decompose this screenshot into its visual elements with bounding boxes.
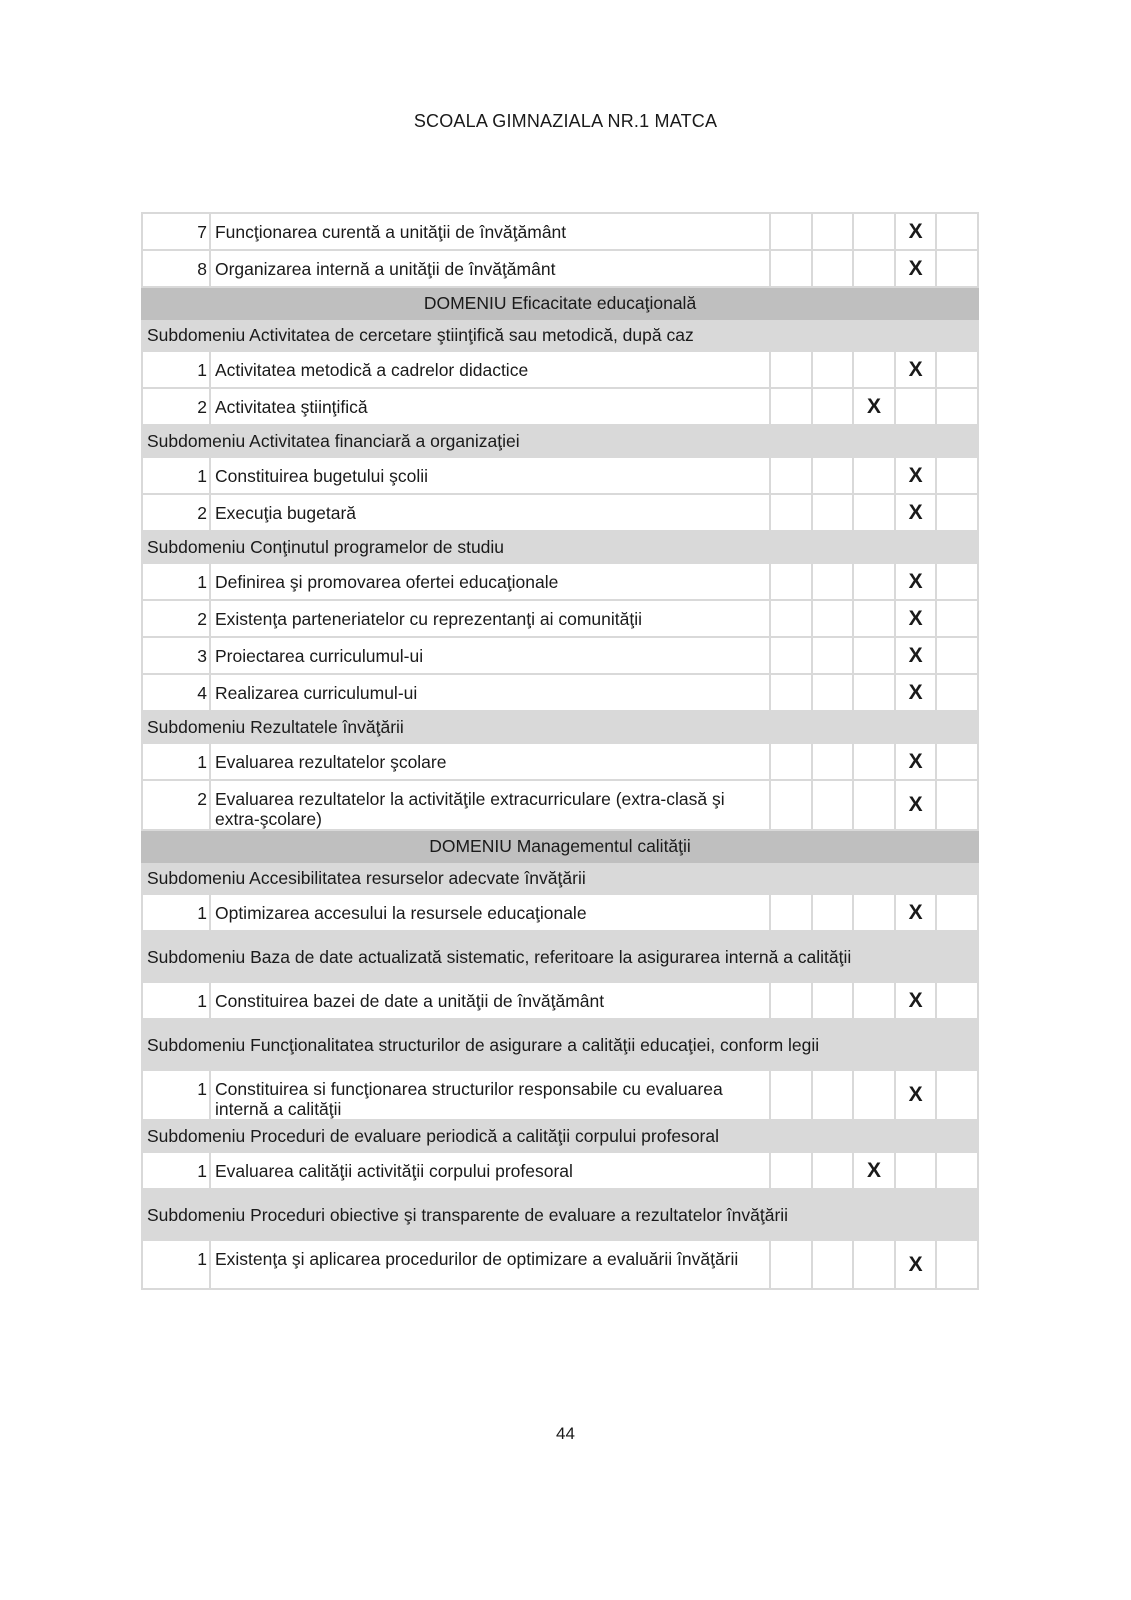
rating-cell	[770, 563, 812, 600]
rating-cell	[770, 674, 812, 711]
criterion-label: Realizarea curriculumul-ui	[210, 674, 770, 711]
rating-cell	[936, 600, 978, 637]
rating-cell	[770, 457, 812, 494]
rating-cell	[812, 351, 854, 388]
criterion-number: 4	[142, 674, 210, 711]
subdomain-row	[142, 862, 978, 894]
domain-title: DOMENIU Eficacitate educaţională	[142, 287, 978, 319]
criterion-number: 1	[142, 563, 210, 600]
criterion-number: 2	[142, 780, 210, 830]
criterion-number: 8	[142, 250, 210, 287]
rating-cell	[936, 1152, 978, 1189]
rating-cell	[853, 457, 895, 494]
rating-cell	[770, 780, 812, 830]
criterion-row	[142, 494, 978, 531]
criterion-label: Constituirea si funcţionarea structurilor responsabile cu evaluarea internă a calităţii	[210, 1070, 770, 1120]
criterion-label: Optimizarea accesului la resursele educaţionale	[210, 894, 770, 931]
check-mark: X	[895, 250, 937, 287]
rating-cell	[812, 780, 854, 830]
subdomain-title: Subdomeniu Accesibilitatea resurselor adecvate învăţării	[142, 862, 978, 894]
criterion-number: 1	[142, 894, 210, 931]
check-mark: X	[895, 743, 937, 780]
rating-cell	[853, 563, 895, 600]
criterion-label: Proiectarea curriculumul-ui	[210, 637, 770, 674]
criterion-row	[142, 1070, 978, 1120]
check-mark: X	[895, 894, 937, 931]
criterion-row	[142, 250, 978, 287]
check-mark: X	[895, 780, 937, 830]
domain-title: DOMENIU Managementul calităţii	[142, 830, 978, 862]
rating-cell	[770, 1152, 812, 1189]
criterion-label: Activitatea ştiinţifică	[210, 388, 770, 425]
criterion-number: 2	[142, 600, 210, 637]
subdomain-title: Subdomeniu Proceduri de evaluare periodică a calităţii corpului profesoral	[142, 1120, 978, 1152]
criterion-row	[142, 213, 978, 250]
criterion-row	[142, 600, 978, 637]
rating-cell	[812, 250, 854, 287]
rating-cell	[853, 1240, 895, 1289]
rating-cell	[770, 743, 812, 780]
rating-cell	[853, 250, 895, 287]
criterion-row	[142, 780, 978, 830]
domain-row	[142, 287, 978, 319]
rating-cell	[895, 388, 937, 425]
subdomain-row	[142, 931, 978, 982]
rating-cell	[812, 743, 854, 780]
subdomain-title: Subdomeniu Activitatea financiară a organizaţiei	[142, 425, 978, 457]
rating-cell	[936, 250, 978, 287]
rating-cell	[770, 1070, 812, 1120]
criterion-label: Constituirea bugetului şcolii	[210, 457, 770, 494]
check-mark: X	[895, 600, 937, 637]
criterion-number: 1	[142, 1070, 210, 1120]
check-mark: X	[895, 637, 937, 674]
criterion-row	[142, 637, 978, 674]
rating-cell	[812, 894, 854, 931]
criterion-label: Existenţa şi aplicarea procedurilor de optimizare a evaluării învăţării	[210, 1240, 770, 1289]
check-mark: X	[895, 351, 937, 388]
criterion-number: 1	[142, 1152, 210, 1189]
check-mark: X	[895, 213, 937, 250]
criterion-number: 2	[142, 494, 210, 531]
criterion-row	[142, 351, 978, 388]
rating-cell	[770, 894, 812, 931]
criterion-row	[142, 894, 978, 931]
rating-cell	[936, 563, 978, 600]
rating-cell	[936, 494, 978, 531]
criterion-number: 1	[142, 1240, 210, 1289]
criterion-label: Evaluarea rezultatelor şcolare	[210, 743, 770, 780]
rating-cell	[936, 780, 978, 830]
criterion-label: Funcţionarea curentă a unităţii de învăţământ	[210, 213, 770, 250]
rating-cell	[853, 213, 895, 250]
subdomain-title: Subdomeniu Conţinutul programelor de studiu	[142, 531, 978, 563]
criterion-label: Activitatea metodică a cadrelor didactice	[210, 351, 770, 388]
criterion-number: 1	[142, 982, 210, 1019]
rating-cell	[936, 894, 978, 931]
rating-cell	[770, 388, 812, 425]
subdomain-title: Subdomeniu Proceduri obiective şi transparente de evaluare a rezultatelor învăţării	[142, 1189, 978, 1240]
criterion-label: Execuţia bugetară	[210, 494, 770, 531]
criterion-row	[142, 1240, 978, 1289]
rating-cell	[812, 388, 854, 425]
criterion-label: Constituirea bazei de date a unităţii de învăţământ	[210, 982, 770, 1019]
rating-cell	[770, 250, 812, 287]
check-mark: X	[895, 563, 937, 600]
rating-cell	[812, 982, 854, 1019]
criterion-number: 7	[142, 213, 210, 250]
rating-cell	[770, 637, 812, 674]
criterion-number: 2	[142, 388, 210, 425]
subdomain-title: Subdomeniu Baza de date actualizată sistematic, referitoare la asigurarea internă a calităţii	[142, 931, 978, 982]
rating-cell	[853, 674, 895, 711]
subdomain-row	[142, 425, 978, 457]
rating-cell	[895, 1152, 937, 1189]
rating-cell	[853, 780, 895, 830]
rating-cell	[853, 894, 895, 931]
subdomain-title: Subdomeniu Funcţionalitatea structurilor de asigurare a calităţii educaţiei, conform legii	[142, 1019, 978, 1070]
criterion-label: Definirea şi promovarea ofertei educaţionale	[210, 563, 770, 600]
rating-cell	[936, 351, 978, 388]
criterion-number: 1	[142, 743, 210, 780]
subdomain-row	[142, 711, 978, 743]
page-number: 44	[556, 1424, 575, 1443]
criterion-label: Organizarea internă a unităţii de învăţământ	[210, 250, 770, 287]
rating-cell	[853, 743, 895, 780]
criterion-number: 1	[142, 351, 210, 388]
criterion-label: Evaluarea rezultatelor la activităţile extracurriculare (extra-clasă şi extra-şcolare)	[210, 780, 770, 830]
criterion-number: 3	[142, 637, 210, 674]
rating-cell	[853, 600, 895, 637]
rating-cell	[812, 600, 854, 637]
rating-cell	[936, 674, 978, 711]
rating-cell	[936, 982, 978, 1019]
rating-cell	[770, 351, 812, 388]
rating-cell	[770, 213, 812, 250]
subdomain-row	[142, 531, 978, 563]
rating-cell	[936, 388, 978, 425]
rating-cell	[812, 1070, 854, 1120]
criterion-row	[142, 982, 978, 1019]
subdomain-row	[142, 319, 978, 351]
check-mark: X	[895, 1240, 937, 1289]
check-mark: X	[895, 674, 937, 711]
criterion-row	[142, 563, 978, 600]
subdomain-row	[142, 1120, 978, 1152]
rating-cell	[770, 600, 812, 637]
criterion-row	[142, 674, 978, 711]
criterion-row	[142, 457, 978, 494]
rating-cell	[853, 1070, 895, 1120]
check-mark: X	[853, 388, 895, 425]
check-mark: X	[853, 1152, 895, 1189]
subdomain-row	[142, 1189, 978, 1240]
check-mark: X	[895, 1070, 937, 1120]
criterion-row	[142, 1152, 978, 1189]
rating-cell	[936, 1070, 978, 1120]
rating-cell	[853, 982, 895, 1019]
rating-cell	[936, 1240, 978, 1289]
rating-cell	[936, 637, 978, 674]
rating-cell	[936, 213, 978, 250]
check-mark: X	[895, 457, 937, 494]
check-mark: X	[895, 494, 937, 531]
criterion-label: Evaluarea calităţii activităţii corpului profesoral	[210, 1152, 770, 1189]
rating-cell	[812, 1240, 854, 1289]
check-mark: X	[895, 982, 937, 1019]
subdomain-title: Subdomeniu Activitatea de cercetare ştiinţifică sau metodică, după caz	[142, 319, 978, 351]
criterion-row	[142, 743, 978, 780]
rating-cell	[770, 494, 812, 531]
criterion-number: 1	[142, 457, 210, 494]
rating-cell	[853, 494, 895, 531]
rating-cell	[770, 1240, 812, 1289]
subdomain-row	[142, 1019, 978, 1070]
rating-cell	[812, 213, 854, 250]
rating-cell	[936, 457, 978, 494]
domain-row	[142, 830, 978, 862]
rating-cell	[812, 637, 854, 674]
rating-cell	[853, 351, 895, 388]
page-header: SCOALA GIMNAZIALA NR.1 MATCA	[413, 111, 718, 131]
evaluation-table	[141, 212, 979, 1290]
criterion-row	[142, 388, 978, 425]
rating-cell	[936, 743, 978, 780]
rating-cell	[812, 563, 854, 600]
subdomain-title: Subdomeniu Rezultatele învăţării	[142, 711, 978, 743]
rating-cell	[853, 637, 895, 674]
rating-cell	[812, 1152, 854, 1189]
rating-cell	[812, 674, 854, 711]
rating-cell	[770, 982, 812, 1019]
rating-cell	[812, 457, 854, 494]
criterion-label: Existenţa parteneriatelor cu reprezentanţi ai comunităţii	[210, 600, 770, 637]
rating-cell	[812, 494, 854, 531]
